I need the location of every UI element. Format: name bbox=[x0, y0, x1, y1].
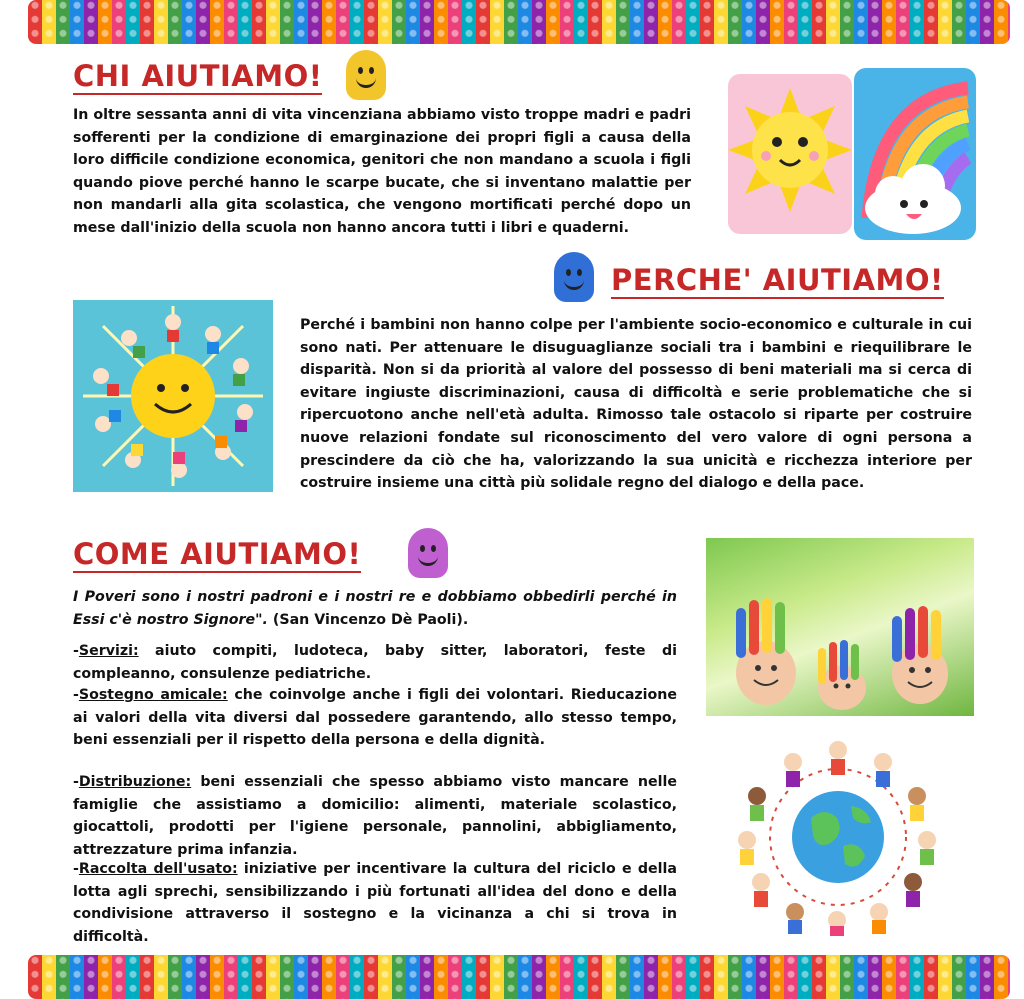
item-text-sostegno: che coinvolge anche i figli dei volontari. Rieducazione ai valori della vita diversi dal possedere garantendo, allo stesso tempo, beni essenziali per il rispetto della persona e della dignità. bbox=[73, 687, 677, 749]
item-text-distribuzione: beni essenziali che spesso abbiamo visto mancare nelle famiglie che assistiamo a domicilio: alimenti, materiale scolastico, giocattoli, prodotti per l'igiene personale, pannolini, abbigliamento, attrezzature prima infanzia. bbox=[73, 774, 677, 858]
decorative-border-bottom bbox=[28, 955, 1010, 999]
children-around-globe-illustration bbox=[733, 736, 943, 938]
smiley-blob-purple-icon bbox=[408, 528, 448, 578]
sun-rainbow-illustration bbox=[728, 68, 976, 240]
saint-quote-author: (San Vincenzo Dè Paoli). bbox=[272, 611, 469, 628]
item-prefix: - bbox=[73, 687, 79, 703]
flyer-page bbox=[28, 44, 1010, 955]
section-title-perche: PERCHE' AIUTIAMO! bbox=[611, 263, 944, 297]
item-prefix: - bbox=[73, 774, 79, 790]
service-item-3 bbox=[73, 771, 677, 861]
children-around-sun-illustration bbox=[73, 300, 273, 492]
service-item-2 bbox=[73, 684, 677, 752]
service-item-1 bbox=[73, 640, 677, 685]
item-prefix: - bbox=[73, 861, 79, 877]
saint-quote: I Poveri sono i nostri padroni e i nostri re e dobbiamo obbedirli perché in Essi c'è nostro Signore". bbox=[73, 589, 677, 628]
service-item-4 bbox=[73, 858, 677, 948]
smiley-blob-yellow-icon bbox=[346, 50, 386, 100]
item-prefix: - bbox=[73, 643, 79, 659]
section-title-chi: CHI AIUTIAMO! bbox=[73, 59, 323, 93]
section-title-come: COME AIUTIAMO! bbox=[73, 537, 362, 571]
item-label-sostegno: Sostegno amicale: bbox=[78, 687, 228, 703]
decorative-border-top bbox=[28, 0, 1010, 44]
item-label-distribuzione: Distribuzione: bbox=[78, 774, 192, 790]
item-text-servizi: aiuto compiti, ludoteca, baby sitter, laboratori, feste di compleanno, consulenze pediatriche. bbox=[73, 643, 677, 682]
section-body-chi: In oltre sessanta anni di vita vincenziana abbiamo visto troppe madri e padri sofferenti per la condizione di emarginazione dei propri figli a causa della loro difficile condizione economica, genitori che non mandano a scuola i figli quando piove perché hanno le scarpe bucate, che si inventano malattie per non mandarli alla gita scolastica, che vengono mortificati perché dopo un mese dall'inizio della scuola non hanno ancora tutti i libri e quaderni. bbox=[73, 107, 691, 236]
painted-hands-photo bbox=[706, 538, 974, 716]
item-label-raccolta: Raccolta dell'usato: bbox=[78, 861, 238, 877]
smiley-blob-blue-icon bbox=[554, 252, 594, 302]
section-body-perche: Perché i bambini non hanno colpe per l'ambiente socio-economico e culturale in cui sono nati. Per attenuare le disuguaglianze sociali tra i bambini e riequilibrare le disparità. Non si da priorità al valore del possesso di beni materiali ma si cerca di evitare ingiuste discriminazioni, causa di difficoltà e serie problematiche che si ripercuotono anche nell'età adulta. Rimosso tale ostacolo si riparte per costruire nuove relazioni fondate sul riconoscimento del vero valore di ogni persona a prescindere da ciò che ha, valorizzando la sua unicità e ricchezza interiore per costruire insieme una città più solidale regno del dialogo e della pace. bbox=[300, 317, 972, 492]
section-quote-come bbox=[73, 586, 677, 631]
item-label-servizi: Servizi: bbox=[78, 643, 139, 659]
item-text-raccolta: iniziative per incentivare la cultura del riciclo e della lotta agli sprechi, sensibilizzando i più fortunati all'idea del dono e della condivisione attraverso il sostegno e la vicinanza a chi si trova in difficoltà. bbox=[73, 861, 677, 945]
